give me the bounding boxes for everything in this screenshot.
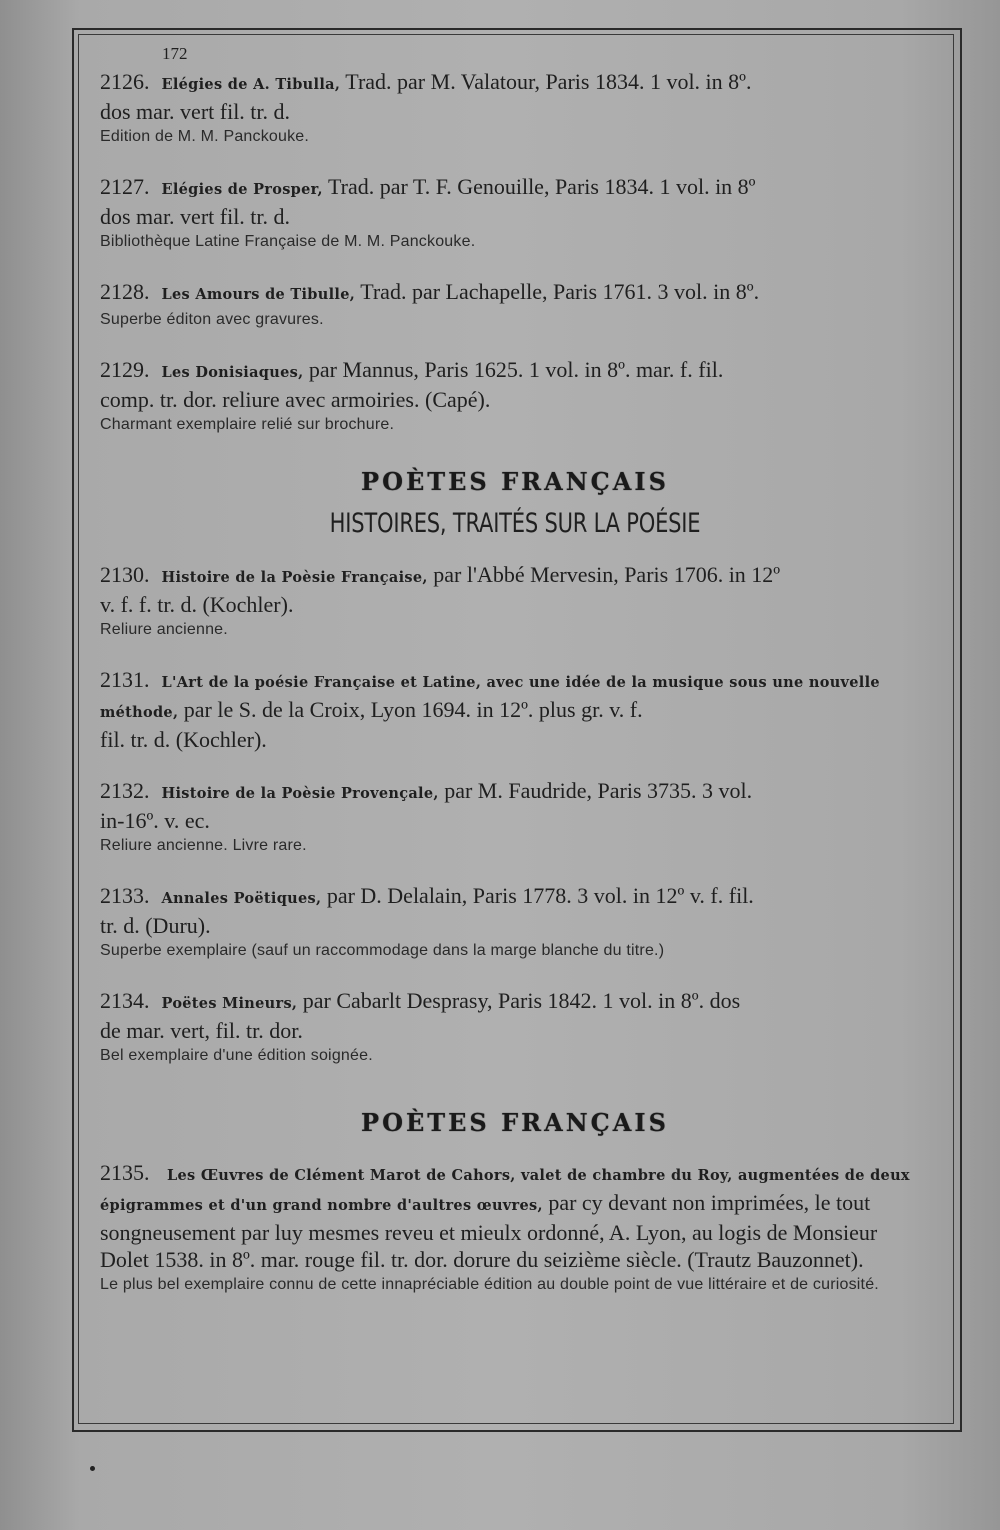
entry-description: Trad. par M. Valatour, Paris 1834. 1 vol. in 8º. xyxy=(345,69,752,94)
entry-continuation: v. f. f. tr. d. (Kochler). xyxy=(100,592,294,617)
catalog-entry xyxy=(100,68,930,149)
entry-description: par cy devant non imprimées, le tout songneusement par luy mesmes reveu et mieulx ordonné, A. Lyon, au logis de Monsieur Dolet 1538. in 8º. mar. rouge fil. tr. dor. dorure du seizième siècle. (Trautz Bauzonnet). xyxy=(100,1190,878,1272)
entry-note: Charmant exemplaire relié sur brochure. xyxy=(100,416,395,433)
entry-number: 2135. xyxy=(100,1160,150,1185)
entry-note: Reliure ancienne. xyxy=(100,621,228,638)
catalog-entry xyxy=(100,356,930,437)
catalog-entry xyxy=(100,278,930,332)
entries-group-histoires xyxy=(100,561,930,1068)
catalog-entry xyxy=(100,666,930,753)
entry-note: Edition de M. M. Panckouke. xyxy=(100,128,310,145)
entry-note: Bibliothèque Latine Française de M. M. Panckouke. xyxy=(100,233,476,250)
entry-title: Annales Poëtiques, xyxy=(161,890,322,907)
entry-continuation: dos mar. vert fil. tr. d. xyxy=(100,204,291,229)
entry-line xyxy=(100,561,930,591)
entry-title: Les Amours de Tibulle, xyxy=(161,286,356,303)
entry-description: par M. Faudride, Paris 3735. 3 vol. xyxy=(444,778,753,803)
section-heading-poetes-francais: POÈTES FRANÇAIS xyxy=(361,467,669,496)
catalog-entry-2135 xyxy=(100,1159,930,1297)
entry-description: par D. Delalain, Paris 1778. 3 vol. in 12º v. f. fil. xyxy=(326,883,754,908)
entry-continuation: de mar. vert, fil. tr. dor. xyxy=(100,1018,303,1043)
entry-note: Superbe exemplaire (sauf un raccommodage dans la marge blanche du titre.) xyxy=(100,942,665,959)
catalog-entry xyxy=(100,882,930,963)
entry-number: 2126. xyxy=(100,69,150,94)
page-content xyxy=(100,44,930,1321)
entry-number: 2129. xyxy=(100,357,150,382)
entry-continuation: dos mar. vert fil. tr. d. xyxy=(100,99,291,124)
entry-line xyxy=(100,173,930,203)
entry-line xyxy=(100,987,930,1017)
catalog-entry xyxy=(100,987,930,1068)
entries-group-latin xyxy=(100,68,930,437)
entry-description: par Cabarlt Desprasy, Paris 1842. 1 vol. in 8º. dos xyxy=(302,988,741,1013)
entry-number: 2133. xyxy=(100,883,150,908)
entry-continuation: tr. d. (Duru). xyxy=(100,913,211,938)
entry-line xyxy=(100,68,930,98)
entry-title: Les Donisiaques, xyxy=(161,364,304,381)
ink-dot xyxy=(90,1466,95,1471)
entry-line xyxy=(100,356,930,386)
entry-continuation: comp. tr. dor. reliure avec armoiries. (Capé). xyxy=(100,387,491,412)
entry-note: Reliure ancienne. Livre rare. xyxy=(100,837,307,854)
entry-title: Elégies de A. Tibulla, xyxy=(161,76,341,93)
catalog-entry xyxy=(100,173,930,254)
entry-number: 2132. xyxy=(100,778,150,803)
section-subheading: HISTOIRES, TRAITÉS SUR LA POÉSIE xyxy=(329,508,701,539)
entry-line xyxy=(100,278,930,308)
entry-title: Les Œuvres de Clément Marot de Cahors, valet de chambre du Roy, augmentées de deux épigrammes et d'un grand nombre d'aultres œuvres, xyxy=(100,1167,910,1214)
entry-line xyxy=(100,882,930,912)
entry-description: par Mannus, Paris 1625. 1 vol. in 8º. mar. f. fil. xyxy=(308,357,724,382)
catalog-entry xyxy=(100,777,930,858)
entry-number: 2131. xyxy=(100,667,150,692)
entry-number: 2130. xyxy=(100,562,150,587)
entry-description: Trad. par Lachapelle, Paris 1761. 3 vol. in 8º. xyxy=(360,279,760,304)
entry-note: Superbe éditon avec gravures. xyxy=(100,311,324,328)
catalog-entry xyxy=(100,561,930,642)
entry-description: Trad. par T. F. Genouille, Paris 1834. 1 vol. in 8º xyxy=(327,174,756,199)
entry-title: L'Art de la poésie Française et Latine, avec une idée de la musique sous une nouvelle méthode, xyxy=(100,674,880,721)
entry-continuation: in-16º. v. ec. xyxy=(100,808,210,833)
entry-number: 2128. xyxy=(100,279,150,304)
entry-description: par l'Abbé Mervesin, Paris 1706. in 12º xyxy=(433,562,781,587)
entry-continuation: fil. tr. d. (Kochler). xyxy=(100,727,267,752)
entry-title: Poëtes Mineurs, xyxy=(161,995,298,1012)
entry-title: Histoire de la Poèsie Française, xyxy=(161,569,428,586)
entry-number: 2127. xyxy=(100,174,150,199)
entry-description: par le S. de la Croix, Lyon 1694. in 12º. plus gr. v. f. xyxy=(183,697,643,722)
entry-note: Le plus bel exemplaire connu de cette innapréciable édition au double point de vue littéraire et de curiosité. xyxy=(100,1276,879,1293)
entry-note: Bel exemplaire d'une édition soignée. xyxy=(100,1047,373,1064)
entry-line xyxy=(100,777,930,807)
page-number: 172 xyxy=(162,44,188,63)
entry-title: Histoire de la Poèsie Provençale, xyxy=(161,785,439,802)
entry-title: Elégies de Prosper, xyxy=(161,181,323,198)
entry-number: 2134. xyxy=(100,988,150,1013)
section-heading-poetes-francais-2: POÈTES FRANÇAIS xyxy=(361,1108,669,1137)
entry-line xyxy=(100,666,930,726)
